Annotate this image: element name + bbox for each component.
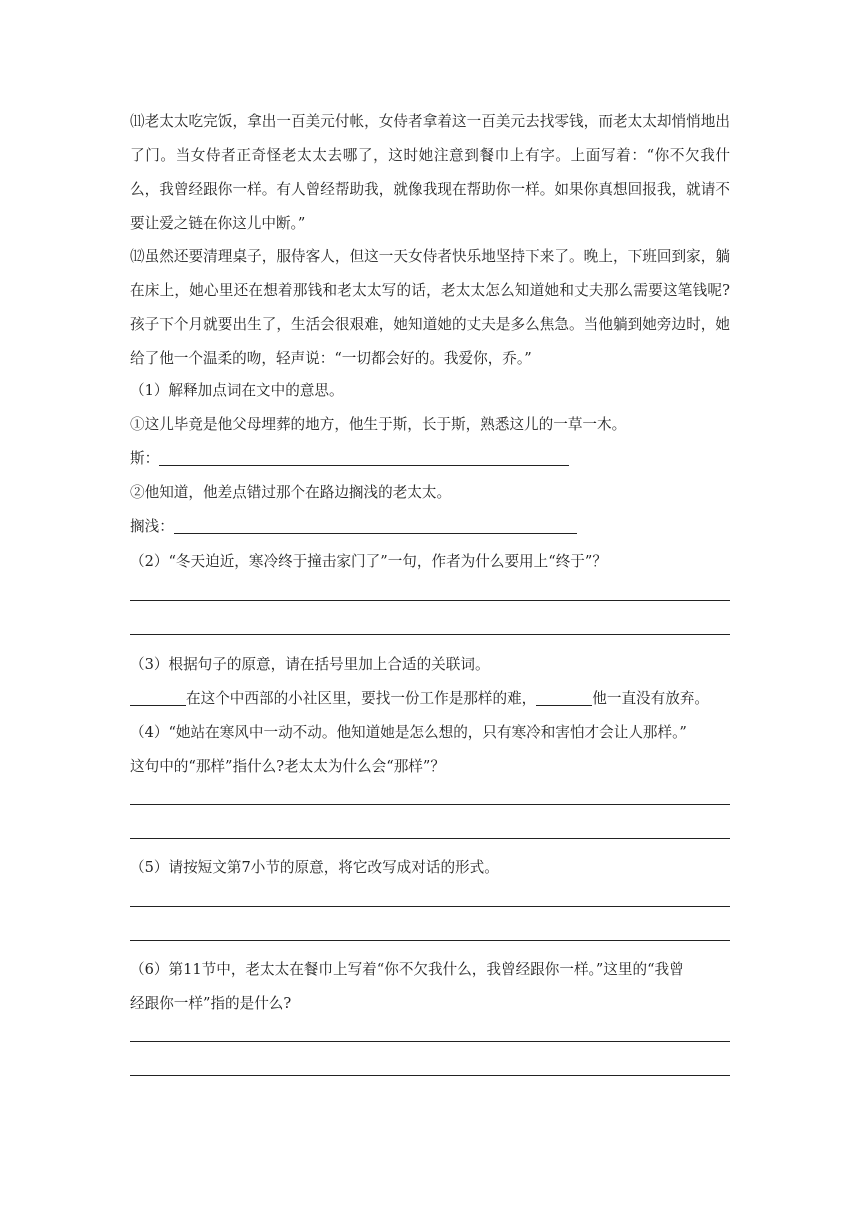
question-1-title: （1）解释加点词在文中的意思。	[130, 382, 344, 399]
question-1-item-2: ②他知道，他差点错过那个在路边搁浅的老太太。	[130, 484, 452, 501]
question-5-title: （5）请按短文第7小节的原意，将它改写成对话的形式。	[130, 859, 499, 876]
answer-line[interactable]	[130, 1041, 730, 1042]
question-6-line-1: （6）第11节中，老太太在餐巾上写着“你不欠我什么，我曾经跟你一样。”这里的“我曾	[130, 961, 684, 978]
question-1-answer-1	[130, 442, 569, 476]
question-4-line-2: 这句中的“那样”指什么?老太太为什么会“那样”？	[130, 758, 445, 775]
answer-blank-si[interactable]	[159, 449, 569, 466]
question-1-answer-2	[130, 510, 577, 544]
conjunction-blank-2[interactable]	[536, 689, 592, 706]
paragraph-12: ⑿虽然还要清理桌子，服侍客人，但这一天女侍者快乐地坚持下来了。晚上，下班回到家，躺在床上，她心里还在想着那钱和老太太写的话，老太太怎么知道她和丈夫那么需要这笔钱呢?孩子下个月就要出生了，生活会很艰难，她知道她的丈夫是多么焦急。当他躺到她旁边时，她给了他一个温柔的吻，轻声说：“一切都会好的。我爱你，乔。”	[130, 248, 730, 367]
question-3-title: （3）根据句子的原意，请在括号里加上合适的关联词。	[130, 656, 490, 673]
question-2-title: （2）“冬天迫近，寒冷终于撞击家门了”一句，作者为什么要用上“终于”？	[130, 553, 607, 570]
answer-blank-geqian[interactable]	[174, 517, 577, 534]
answer-label-si: 斯：	[130, 450, 160, 467]
answer-line[interactable]	[130, 634, 730, 635]
answer-line[interactable]	[130, 940, 730, 941]
question-3-part-1: 在这个中西部的小社区里，要找一份工作是那样的难，	[186, 690, 537, 707]
answer-line[interactable]	[130, 906, 730, 907]
answer-line[interactable]	[130, 1075, 730, 1076]
question-3-part-2: 他一直没有放弃。	[592, 690, 710, 707]
question-6-line-2: 经跟你一样”指的是什么?	[130, 995, 292, 1012]
answer-line[interactable]	[130, 804, 730, 805]
question-3-sentence	[130, 682, 709, 716]
conjunction-blank-1[interactable]	[130, 689, 186, 706]
paragraph-11: ⑾老太太吃完饭，拿出一百美元付帐，女侍者拿着这一百美元去找零钱，而老太太却悄悄地出了门。当女侍者正奇怪老太太去哪了，这时她注意到餐巾上有字。上面写着：“你不欠我什么，我曾经跟你一样。有人曾经帮助我，就像我现在帮助你一样。如果你真想回报我，就请不要让爱之链在你这儿中断。”	[130, 113, 730, 232]
answer-line[interactable]	[130, 838, 730, 839]
question-1-item-1: ①这儿毕竟是他父母埋葬的地方，他生于斯，长于斯，熟悉这儿的一草一木。	[130, 416, 627, 433]
answer-label-geqian: 搁浅：	[130, 518, 174, 535]
answer-line[interactable]	[130, 600, 730, 601]
question-4-line-1: （4）“她站在寒风中一动不动。他知道她是怎么想的，只有寒冷和害怕才会让人那样。”	[130, 724, 687, 741]
